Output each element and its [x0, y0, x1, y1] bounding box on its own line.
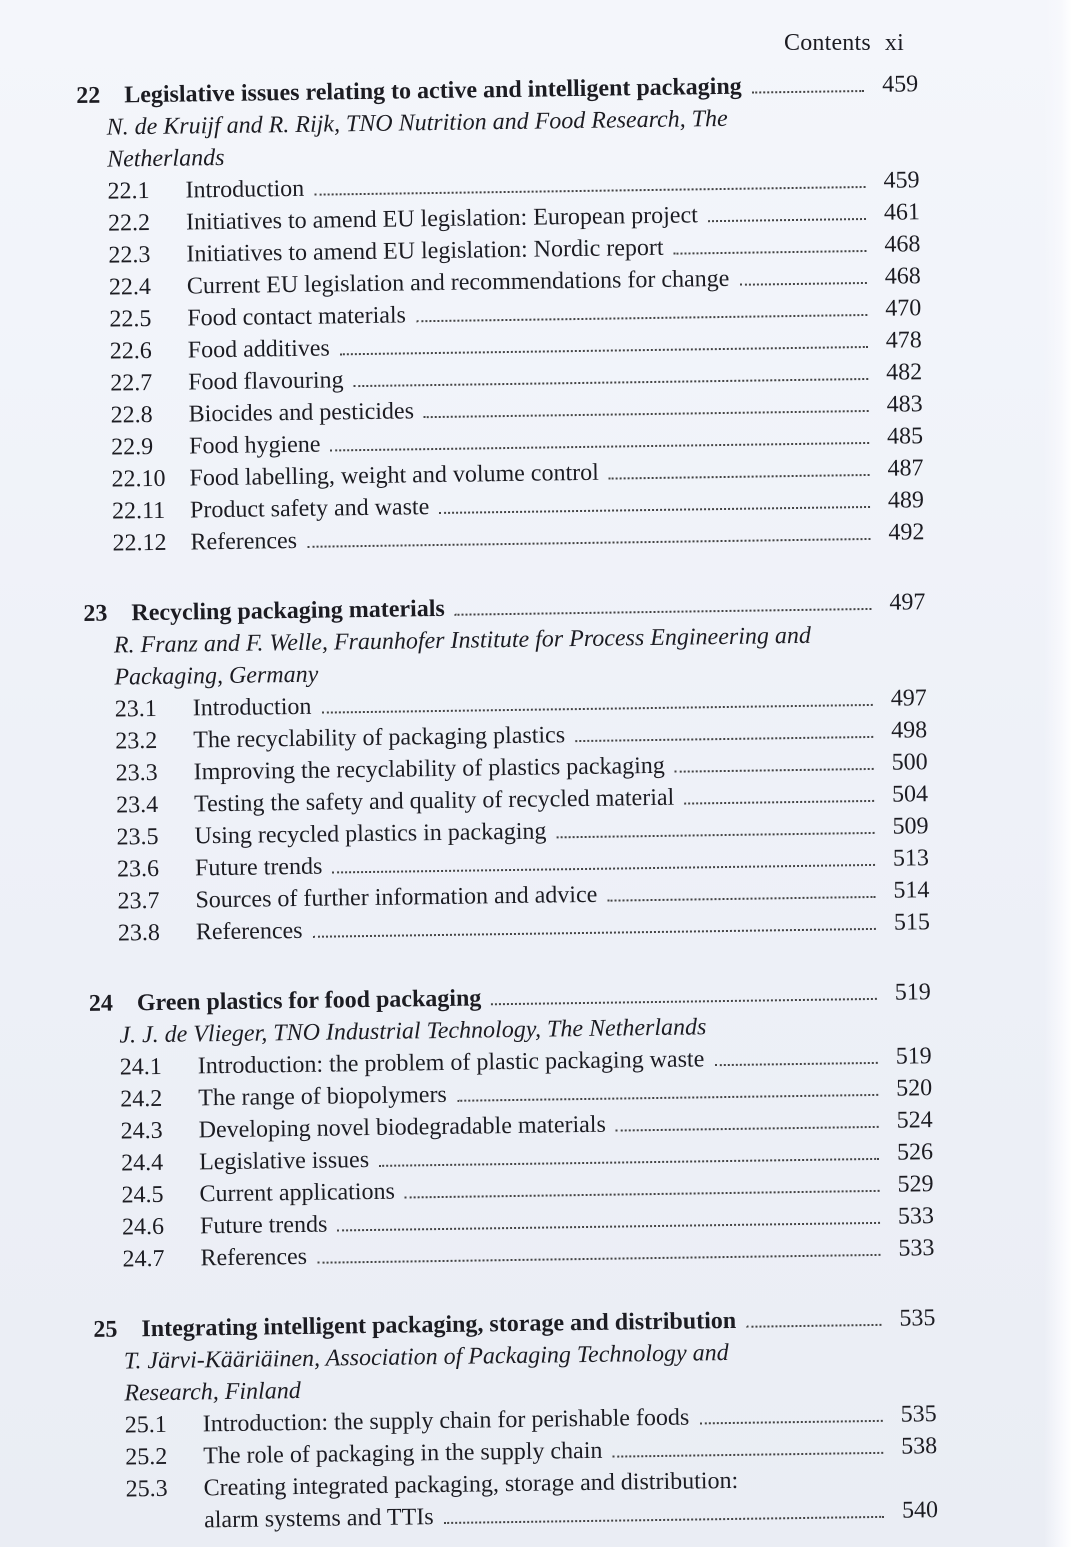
section-page: 468	[884, 231, 921, 258]
section-title: Introduction	[185, 175, 305, 204]
section-title: Current applications	[199, 1178, 396, 1208]
dot-leader	[739, 282, 867, 286]
dot-leader	[699, 1420, 882, 1425]
section-number: 24.2	[120, 1085, 163, 1113]
section-page: 514	[893, 877, 930, 904]
section-number: 23.8	[117, 919, 161, 947]
chapter-24	[89, 976, 935, 1276]
section-number: 22.7	[110, 369, 153, 397]
section-number: 25.3	[125, 1475, 168, 1503]
chapter-title: Recycling packaging materials	[131, 595, 445, 627]
section-page: 498	[890, 717, 928, 744]
section-page: 487	[887, 455, 924, 482]
section-number: 25.1	[124, 1411, 167, 1439]
dot-leader	[746, 1324, 881, 1328]
section-number: 22.9	[110, 433, 154, 461]
chapter-authors: N. de Kruijf and R. Rijk, TNO Nutrition and Food Research, The Netherlands	[106, 105, 728, 173]
dot-leader	[457, 1094, 878, 1102]
section-page: 497	[890, 685, 927, 712]
chapter-page: 459	[881, 71, 919, 98]
chapter-page: 519	[894, 979, 932, 1006]
section-page: 520	[895, 1075, 933, 1102]
dot-leader	[424, 410, 869, 418]
chapter-number: 23	[83, 600, 108, 627]
section-page: 489	[887, 487, 925, 514]
section-title: Legislative issues	[198, 1147, 370, 1176]
chapter-number: 25	[93, 1316, 118, 1343]
chapter-23	[83, 586, 930, 950]
section-title: References	[200, 1243, 308, 1272]
section-number: 23.5	[116, 823, 159, 851]
dot-leader	[405, 1190, 880, 1199]
dot-leader	[675, 768, 874, 773]
section-title: Testing the safety and quality of recycled material	[193, 784, 675, 818]
section-title: Food flavouring	[188, 367, 344, 396]
chapter-authors: T. Järvi-Kääriäinen, Association of Packaging Technology and Research, Finland	[123, 1340, 729, 1407]
section-number: 22.11	[111, 497, 166, 525]
dot-leader	[684, 800, 874, 805]
dot-leader	[307, 538, 870, 548]
dot-leader	[575, 736, 873, 742]
section-title: Food hygiene	[188, 431, 321, 460]
section-title: Creating integrated packaging, storage and distribution:	[203, 1467, 739, 1502]
chapter-25	[93, 1302, 938, 1538]
section-number: 22.12	[112, 529, 167, 557]
section-page: 533	[898, 1235, 935, 1262]
section-number: 25.2	[125, 1443, 168, 1471]
section-number: 24.7	[122, 1245, 165, 1273]
chapter-number: 22	[76, 82, 101, 109]
running-header	[784, 30, 904, 57]
section-title: Introduction: the supply chain for perishable foods	[202, 1404, 690, 1438]
section-number: 22.2	[107, 209, 151, 237]
section-title: Introduction: the problem of plastic packaging waste	[197, 1046, 705, 1080]
section-number: 24.3	[120, 1117, 163, 1145]
section-number: 23.6	[116, 855, 160, 883]
section-title: Improving the recyclability of plastics packaging	[193, 752, 666, 786]
section-number: 22.6	[109, 337, 152, 365]
section-page: 538	[900, 1433, 938, 1460]
section-page: 529	[897, 1171, 934, 1198]
section-page: 533	[897, 1203, 935, 1230]
dot-leader	[674, 250, 867, 255]
section-title: Initiatives to amend EU legislation: Nordic report	[186, 234, 664, 268]
dot-leader	[609, 474, 870, 480]
section-title: The range of biopolymers	[198, 1081, 447, 1112]
section-number: 24.5	[121, 1181, 164, 1209]
section-number: 23.1	[114, 695, 157, 723]
dot-leader	[354, 378, 869, 387]
section-title: The recyclability of packaging plastics	[193, 722, 566, 754]
dot-leader	[331, 442, 870, 452]
dot-leader	[612, 1452, 883, 1458]
header-page-number: xi	[884, 30, 904, 56]
dot-leader	[491, 998, 877, 1005]
section-number: 24.1	[119, 1053, 162, 1081]
section-title: Developing novel biodegradable materials	[198, 1111, 607, 1144]
chapter-authors: R. Franz and F. Welle, Fraunhofer Institute for Process Engineering and Packaging, Germany	[113, 622, 812, 691]
page-edge	[1044, 0, 1072, 1547]
dot-leader	[416, 314, 867, 322]
section-number: 24.4	[120, 1149, 164, 1177]
section-page: 515	[893, 909, 931, 936]
section-title: The role of packaging in the supply chain	[203, 1437, 603, 1470]
dot-leader	[444, 1516, 884, 1524]
dot-leader	[616, 1126, 879, 1132]
section-page: 492	[888, 519, 925, 546]
dot-leader	[607, 896, 875, 902]
section-page: 540	[901, 1497, 939, 1524]
section-title: Future trends	[194, 853, 323, 882]
dot-leader	[439, 506, 870, 514]
chapter-title: Green plastics for food packaging	[136, 985, 482, 1017]
section-page: 524	[896, 1107, 933, 1134]
chapter-page: 497	[889, 589, 926, 616]
section-number: 22.8	[110, 401, 153, 429]
dot-leader	[321, 704, 872, 714]
section-page: 459	[883, 167, 920, 194]
section-title: Future trends	[199, 1211, 328, 1240]
dot-leader	[455, 608, 872, 616]
section-page: 500	[891, 749, 928, 776]
dot-leader	[714, 1062, 877, 1066]
section-number: 23.4	[115, 791, 159, 819]
section-title-continuation: alarm systems and TTIs	[203, 1504, 434, 1534]
section-page: 461	[883, 199, 921, 226]
section-page: 509	[892, 813, 929, 840]
dot-leader	[340, 346, 868, 355]
chapter-22	[76, 68, 925, 560]
section-title: References	[195, 917, 303, 946]
section-page: 478	[885, 327, 922, 354]
section-number: 22.5	[109, 305, 152, 333]
dot-leader	[317, 1254, 880, 1264]
section-title: Initiatives to amend EU legislation: European project	[185, 202, 698, 236]
chapter-number: 24	[88, 990, 114, 1017]
dot-leader	[332, 864, 875, 874]
section-title: Product safety and waste	[189, 494, 430, 524]
table-of-contents	[76, 68, 939, 1547]
header-label: Contents	[783, 30, 871, 56]
section-number: 22.4	[108, 273, 152, 301]
section-page: 535	[900, 1401, 937, 1428]
dot-leader	[752, 90, 864, 94]
section-number: 23.2	[115, 727, 158, 755]
dot-leader	[379, 1158, 879, 1167]
section-title: Introduction	[192, 693, 312, 722]
section-page: 468	[884, 263, 922, 290]
dot-leader	[556, 832, 874, 838]
section-page: 513	[892, 845, 930, 872]
section-page: 483	[886, 391, 923, 418]
section-page: 470	[885, 295, 922, 322]
section-title: Using recycled plastics in packaging	[194, 818, 547, 850]
chapter-title: Integrating intelligent packaging, storage and distribution	[141, 1307, 737, 1343]
dot-leader	[313, 928, 876, 938]
section-page: 504	[891, 781, 929, 808]
section-page: 482	[885, 359, 923, 386]
section-title: References	[190, 527, 298, 556]
section-number: 22.3	[108, 241, 151, 269]
chapter-title: Legislative issues relating to active and intelligent packaging	[124, 73, 742, 109]
section-number: 22.10	[111, 465, 166, 493]
section-title: Sources of further information and advice	[195, 881, 598, 914]
dot-leader	[314, 186, 865, 196]
section-title: Biocides and pesticides	[188, 398, 415, 428]
section-number: 22.1	[107, 177, 150, 205]
section-number: 23.7	[117, 887, 160, 915]
section-page: 519	[895, 1043, 932, 1070]
section-title: Current EU legislation and recommendations for change	[186, 265, 730, 300]
section-number: 23.3	[115, 759, 158, 787]
chapter-authors: J. J. de Vlieger, TNO Industrial Technology, The Netherlands	[119, 1014, 707, 1049]
dot-leader	[708, 218, 866, 222]
chapter-page: 535	[899, 1305, 936, 1332]
dot-leader	[337, 1222, 880, 1232]
section-number: 24.6	[121, 1213, 165, 1241]
section-page: 485	[886, 423, 924, 450]
section-title: Food labelling, weight and volume control	[189, 459, 599, 492]
section-title: Food contact materials	[187, 302, 407, 332]
section-title: Food additives	[187, 335, 330, 364]
section-page: 526	[896, 1139, 934, 1166]
